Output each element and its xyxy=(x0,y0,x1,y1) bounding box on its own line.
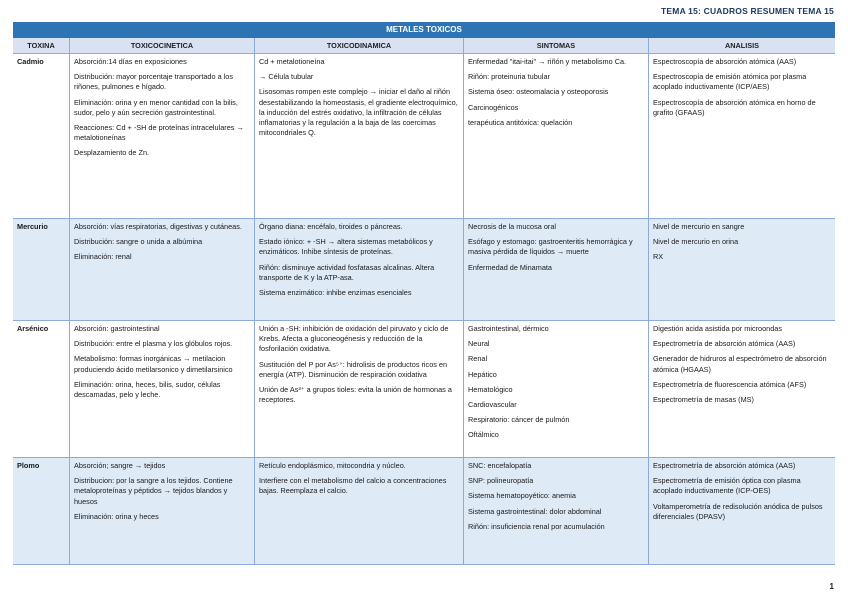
cell-paragraph: Espectrometría de masas (MS) xyxy=(653,395,754,405)
cell-paragraph: Espectrometría de absorción atómica (AAS) xyxy=(653,461,796,470)
cell-analisis xyxy=(649,321,835,457)
cell-dinamica xyxy=(255,321,464,457)
cell-paragraph: Hepático xyxy=(468,369,497,379)
cell-paragraph: Espectroscopía de absorción atómica en horno de grafito (GFAAS) xyxy=(653,97,816,117)
cell-paragraph: Generador de hidruros al espectrómetro de absorción atómica (HGAAS) xyxy=(653,354,827,374)
cell-paragraph: Sistema enzimático: inhibe enzimas esenciales xyxy=(259,288,412,298)
column-header: TOXINA xyxy=(13,38,70,53)
column-header: ANALISIS xyxy=(649,38,835,53)
cell-sintomas xyxy=(464,54,649,218)
cell-sintomas xyxy=(464,321,649,457)
cell-paragraph: Esófago y estomago: gastroenteritis hemorrágica y masiva pérdida de líquidos → muerte xyxy=(468,237,633,257)
cell-paragraph: Eliminación: orina y heces xyxy=(74,511,159,521)
column-header: TOXICODINAMICA xyxy=(255,38,464,53)
cell-paragraph: Voltamperometría de redisolución anódica de pulsos diferenciales (DPASV) xyxy=(653,501,823,521)
cell-sintomas xyxy=(464,219,649,320)
cell-paragraph: Espectrometría de fluorescencia atómica (AFS) xyxy=(653,379,807,389)
cell-paragraph: Estado iónico: + -SH → altera sistemas metabólicos y enzimáticos. Inhibe síntesis de proteínas. xyxy=(259,237,433,257)
cell-paragraph: Unión de As³⁺ a grupos tioles: evita la unión de hormonas a receptores. xyxy=(259,385,452,405)
cell-paragraph: Espectrometría de emisión óptica con plasma acoplado inductivamente (ICP-OES) xyxy=(653,476,801,496)
cell-paragraph: Renal xyxy=(468,354,488,364)
cell-cinetica xyxy=(70,458,255,564)
cell-paragraph: Hematológico xyxy=(468,384,513,394)
toxin-name: Mercurio xyxy=(13,219,70,320)
toxin-name: Plomo xyxy=(13,458,70,564)
cell-paragraph: Sistema gastrointestinal: dolor abdominal xyxy=(468,506,602,516)
cell-paragraph: Gastrointestinal, dérmico xyxy=(468,324,549,333)
cell-paragraph: Cardiovascular xyxy=(468,400,517,410)
cell-paragraph: terapéutica antitóxica: quelación xyxy=(468,117,573,127)
table-row xyxy=(13,321,835,458)
cell-paragraph: Unión a -SH: inhibición de oxidación del piruvato y ciclo de Krebs. Afecta a gluconeogénesis y reducción de la fosforilación oxidativa. xyxy=(259,324,449,354)
cell-paragraph: → Célula tubular xyxy=(259,72,314,82)
cell-paragraph: Distribución: mayor porcentaje transportado a los riñones, pulmones e hígado. xyxy=(74,72,233,92)
toxic-metals-table xyxy=(13,22,835,565)
cell-paragraph: RX xyxy=(653,252,664,262)
cell-paragraph: Enfermedad de Minamata xyxy=(468,262,552,272)
toxin-name: Cadmio xyxy=(13,54,70,218)
table-row xyxy=(13,219,835,321)
cell-paragraph: Eliminación: orina, heces, bilis, sudor, células descamadas, pelo y leche. xyxy=(74,379,221,400)
cell-paragraph: Absorción:14 días en exposiciones xyxy=(74,57,187,66)
cell-paragraph: Riñón: disminuye actividad fosfatasas alcalinas. Altera transporte de K y la ATP-asa. xyxy=(259,262,435,282)
cell-paragraph: Absorción: vías respiratorias, digestivas y cutáneas. xyxy=(74,222,242,231)
cell-paragraph: Distribución: sangre o unida a albúmina xyxy=(74,237,203,247)
cell-paragraph: Lisosomas rompen este complejo → iniciar el daño al riñón desestabilizando la homeostasis, el gradiente electroquímico, la inducción del estrés oxidativo, la infiltración de células inflamatorias y la regulación a la baja de las coercimas mitocondriales Q. xyxy=(259,87,458,138)
cell-paragraph: Riñón: proteinuria tubular xyxy=(468,72,550,82)
cell-paragraph: Cd + metalotioneína xyxy=(259,57,325,66)
cell-paragraph: Respiratorio: cáncer de pulmón xyxy=(468,415,570,425)
cell-paragraph: SNC: encefalopatía xyxy=(468,461,532,470)
cell-paragraph: Espectrometría de absorción atómica (AAS) xyxy=(653,339,796,349)
cell-paragraph: Eliminación: renal xyxy=(74,252,132,262)
cell-paragraph: SNP: polineuropatía xyxy=(468,476,534,486)
cell-paragraph: Espectroscopía de absorción atómica (AAS) xyxy=(653,57,797,66)
cell-paragraph: Sistema óseo: osteomalacia y osteoporosis xyxy=(468,87,609,97)
cell-dinamica xyxy=(255,219,464,320)
cell-paragraph: Eliminación: orina y en menor cantidad con la bilis, sudor, pelo y aún secreción gastrointestinal. xyxy=(74,97,238,117)
column-header: TOXICOCINETICA xyxy=(70,38,255,53)
cell-analisis xyxy=(649,219,835,320)
cell-paragraph: Reacciones: Cd + -SH de proteínas intracelulares → metalotioneínas xyxy=(74,123,244,143)
column-header: SINTOMAS xyxy=(464,38,649,53)
cell-dinamica xyxy=(255,458,464,564)
table-title: METALES TOXICOS xyxy=(13,22,835,38)
cell-paragraph: Necrosis de la mucosa oral xyxy=(468,222,557,231)
cell-paragraph: Nivel de mercurio en orina xyxy=(653,237,739,247)
cell-paragraph: Desplazamiento de Zn. xyxy=(74,148,150,158)
cell-cinetica xyxy=(70,219,255,320)
cell-sintomas xyxy=(464,458,649,564)
cell-paragraph: Órgano diana: encéfalo, tiroides o páncreas. xyxy=(259,222,403,231)
table-row xyxy=(13,54,835,219)
toxin-name: Arsénico xyxy=(13,321,70,457)
page-number: 1 xyxy=(829,582,834,591)
cell-paragraph: Interfiere con el metabolismo del calcio a concentraciones bajas. Reemplaza el calcio. xyxy=(259,476,447,496)
cell-analisis xyxy=(649,54,835,218)
cell-paragraph: Carcinogénicos xyxy=(468,102,519,112)
cell-cinetica xyxy=(70,321,255,457)
cell-paragraph: Retículo endoplásmico, mitocondria y núcleo. xyxy=(259,461,406,470)
column-header-row xyxy=(13,38,835,54)
cell-paragraph: Oftálmico xyxy=(468,430,499,440)
cell-paragraph: Riñón: insuficiencia renal por acumulación xyxy=(468,521,605,531)
cell-paragraph: Distribución: entre el plasma y los glóbulos rojos. xyxy=(74,339,233,349)
cell-paragraph: Absorción: gastrointestinal xyxy=(74,324,160,333)
cell-paragraph: Sustitución del P por As⁵⁺: hidrolisis de productos ricos en energía (ATP). Disminución de respiración oxidativa xyxy=(259,359,448,379)
cell-cinetica xyxy=(70,54,255,218)
cell-paragraph: Nivel de mercurio en sangre xyxy=(653,222,745,231)
table-row xyxy=(13,458,835,565)
cell-paragraph: Sistema hematopoyético: anemia xyxy=(468,491,576,501)
cell-paragraph: Absorción; sangre → tejidos xyxy=(74,461,166,470)
page-header: TEMA 15: CUADROS RESUMEN TEMA 15 xyxy=(661,6,834,16)
cell-paragraph: Neural xyxy=(468,339,490,349)
cell-dinamica xyxy=(255,54,464,218)
cell-analisis xyxy=(649,458,835,564)
cell-paragraph: Distribucion: por la sangre a los tejidos. Contiene metaloproteínas y péptidos → tejidos blandos y huesos xyxy=(74,476,233,506)
cell-paragraph: Metabolismo: formas inorgánicas → metilacion produciendo ácido metilarsonico y dimetilarsinico xyxy=(74,354,233,374)
cell-paragraph: Espectroscopía de emisión atómica por plasma acoplado inductivamente (ICP/AES) xyxy=(653,72,807,92)
cell-paragraph: Digestión acida asistida por microondas xyxy=(653,324,782,333)
cell-paragraph: Enfermedad "itai-itai" → riñón y metabolismo Ca. xyxy=(468,57,627,66)
